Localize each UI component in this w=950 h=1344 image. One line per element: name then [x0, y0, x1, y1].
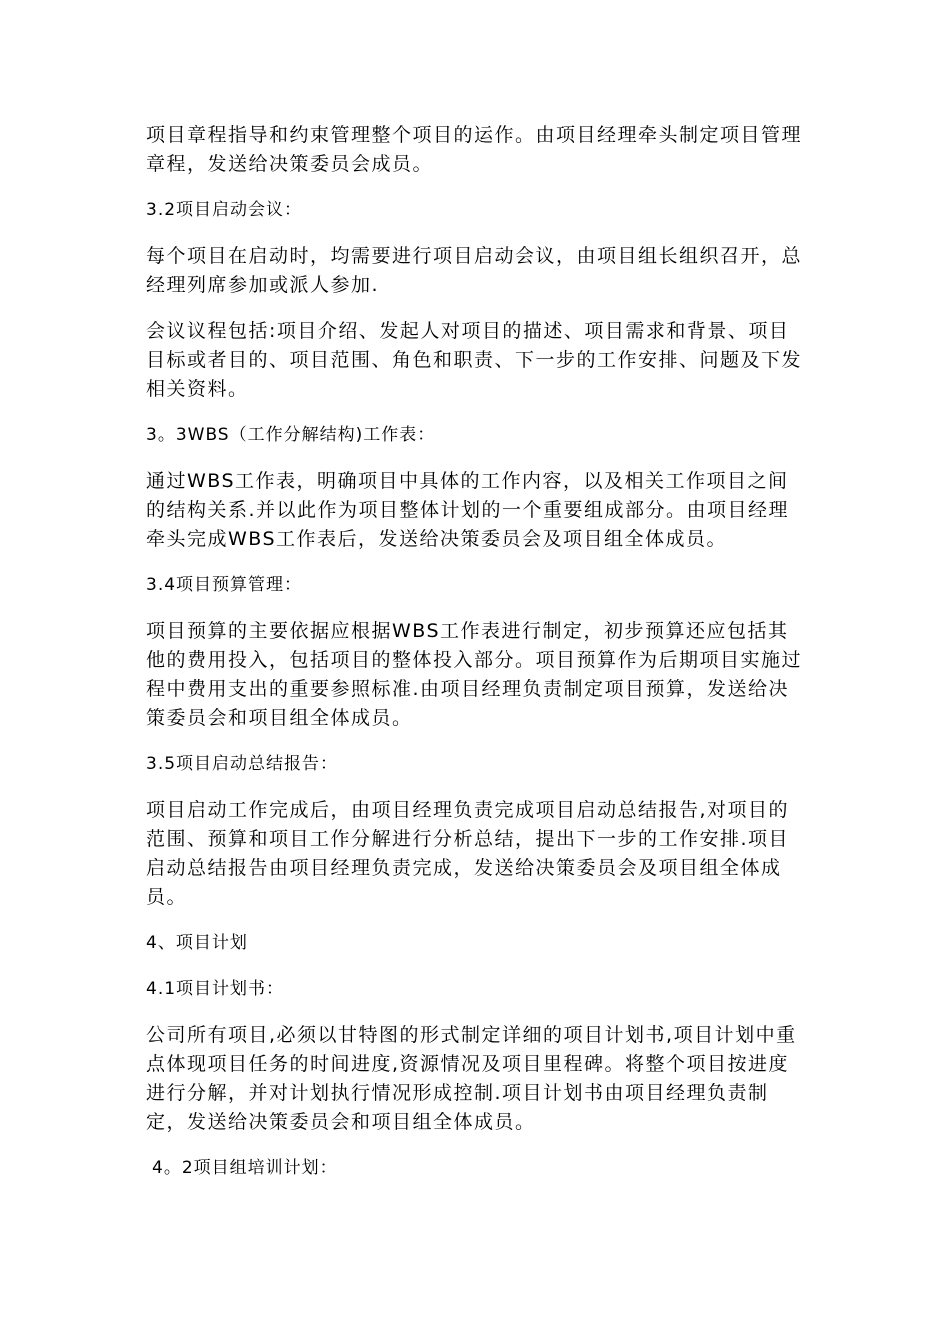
paragraph-meeting-agenda: 会议议程包括:项目介绍、发起人对项目的描述、项目需求和背景、项目目标或者目的、项目范围、角色和职责、下一步的工作安排、问题及下发相关资料。: [146, 320, 803, 400]
heading-3-4: 3.4项目预算管理：: [146, 575, 303, 595]
heading-4-2: 4。2项目组培训计划：: [152, 1158, 338, 1178]
paragraph-budget: 项目预算的主要依据应根据WBS工作表进行制定，初步预算还应包括其他的费用投入，包括项目的整体投入部分。项目预算作为后期项目实施过程中费用支出的重要参照标准.由项目经理负责制定项目预算，发送给决策委员会和项目组全体成员。: [146, 620, 803, 729]
heading-3-2: 3.2项目启动会议：: [146, 200, 303, 220]
paragraph-kickoff-summary: 项目启动工作完成后，由项目经理负责完成项目启动总结报告,对项目的范围、预算和项目工作分解进行分析总结，提出下一步的工作安排.项目启动总结报告由项目经理负责完成，发送给决策委员会及项目组全体成员。: [146, 799, 790, 908]
paragraph-wbs: 通过WBS工作表，明确项目中具体的工作内容，以及相关工作项目之间的结构关系.并以此作为项目整体计划的一个重要组成部分。由项目经理牵头完成WBS工作表后，发送给决策委员会及项目组全体成员。: [146, 470, 790, 550]
heading-3-5: 3.5项目启动总结报告：: [146, 754, 339, 774]
heading-4-1: 4.1项目计划书：: [146, 979, 285, 999]
heading-3-3: 3。3WBS（工作分解结构)工作表：: [146, 425, 436, 445]
paragraph-project-charter: 项目章程指导和约束管理整个项目的运作。由项目经理牵头制定项目管理章程，发送给决策委员会成员。: [146, 124, 803, 175]
heading-4: 4、项目计划: [146, 933, 248, 953]
document-page: [146, 121, 808, 1183]
paragraph-project-plan: 公司所有项目,必须以甘特图的形式制定详细的项目计划书,项目计划中重点体现项目任务的时间进度,资源情况及项目里程碑。将整个项目按进度进行分解，并对计划执行情况形成控制.项目计划书由项目经理负责制定，发送给决策委员会和项目组全体成员。: [146, 1024, 797, 1133]
paragraph-kickoff-meeting: 每个项目在启动时，均需要进行项目启动会议，由项目组长组织召开，总经理列席参加或派人参加.: [146, 245, 803, 296]
